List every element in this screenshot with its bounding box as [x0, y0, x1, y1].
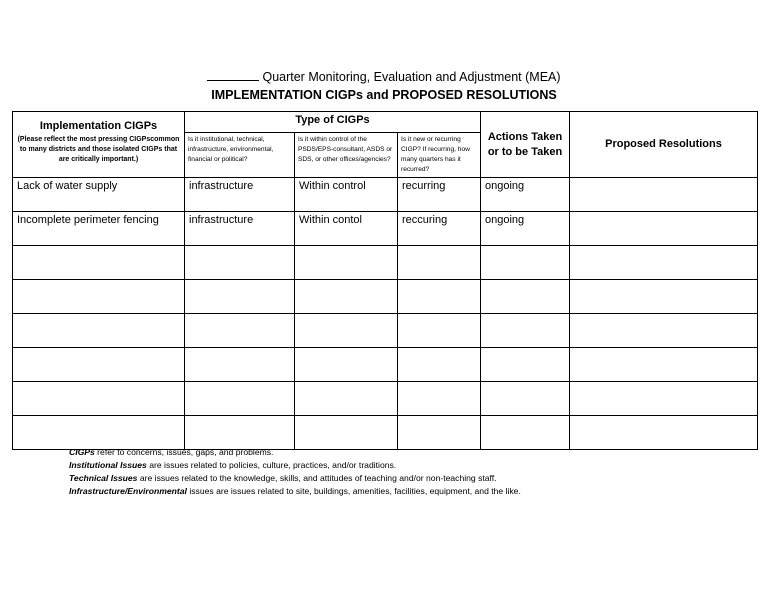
proposed-resolution-cell[interactable]	[570, 212, 758, 246]
actions-taken-cell[interactable]	[481, 314, 570, 348]
type-control-cell[interactable]: Within contol	[295, 212, 398, 246]
header-implementation-label: Implementation CIGPs	[39, 120, 158, 132]
type-control-cell[interactable]	[295, 382, 398, 416]
proposed-resolution-cell[interactable]	[570, 314, 758, 348]
type-recurrence-cell[interactable]: reccuring	[398, 212, 481, 246]
type-category-cell[interactable]: infrastructure	[185, 212, 295, 246]
proposed-resolution-cell[interactable]	[570, 348, 758, 382]
proposed-resolution-cell[interactable]	[570, 178, 758, 212]
header-implementation-cigps	[13, 112, 185, 178]
type-recurrence-cell[interactable]	[398, 348, 481, 382]
type-recurrence-cell[interactable]: recurring	[398, 178, 481, 212]
type-recurrence-cell[interactable]	[398, 416, 481, 450]
form-title	[0, 69, 768, 84]
actions-taken-cell[interactable]	[481, 382, 570, 416]
type-question-recurrence: Is it new or recurring CIGP? If recurring, how many quarters has it recurred?	[398, 133, 481, 178]
type-category-cell[interactable]	[185, 416, 295, 450]
header-type-of-cigps: Type of CIGPs	[185, 112, 481, 133]
footnotes	[69, 446, 521, 498]
footnote-line	[69, 472, 521, 485]
footnote-line	[69, 446, 521, 459]
implementation-cigp-cell[interactable]	[13, 382, 185, 416]
actions-taken-cell[interactable]: ongoing	[481, 212, 570, 246]
header-actions-taken: Actions Taken or to be Taken	[481, 112, 570, 178]
type-recurrence-cell[interactable]	[398, 246, 481, 280]
type-question-control: Is it within control of the PSDS/EPS-consultant, ASDS or SDS, or other offices/agencies?	[295, 133, 398, 178]
actions-taken-cell[interactable]	[481, 280, 570, 314]
implementation-cigp-cell[interactable]	[13, 314, 185, 348]
table-row	[13, 416, 758, 450]
type-control-cell[interactable]	[295, 416, 398, 450]
table-row	[13, 246, 758, 280]
actions-taken-cell[interactable]	[481, 348, 570, 382]
table-row	[13, 178, 758, 212]
type-control-cell[interactable]	[295, 246, 398, 280]
footnote-line	[69, 459, 521, 472]
type-category-cell[interactable]	[185, 246, 295, 280]
quarter-blank-line	[207, 69, 259, 81]
cigp-table	[12, 111, 758, 450]
type-category-cell[interactable]	[185, 280, 295, 314]
type-question-category: Is it institutional, technical, infrastructure, environmental, financial or political?	[185, 133, 295, 178]
header-implementation-note: (Please reflect the most pressing CIGPscommon to many districts and those isolated CIGPs that are critically important.)	[17, 136, 180, 163]
type-category-cell[interactable]	[185, 382, 295, 416]
type-category-cell[interactable]: infrastructure	[185, 178, 295, 212]
proposed-resolution-cell[interactable]	[570, 416, 758, 450]
type-recurrence-cell[interactable]	[398, 280, 481, 314]
actions-taken-cell[interactable]	[481, 246, 570, 280]
implementation-cigp-cell[interactable]	[13, 416, 185, 450]
type-control-cell[interactable]: Within control	[295, 178, 398, 212]
footnote-term: Institutional Issues	[69, 460, 147, 470]
proposed-resolution-cell[interactable]	[570, 246, 758, 280]
type-control-cell[interactable]	[295, 314, 398, 348]
footnote-term: Technical Issues	[69, 473, 138, 483]
type-category-cell[interactable]	[185, 348, 295, 382]
table-row	[13, 382, 758, 416]
footnote-text: refer to concerns, issues, gaps, and problems.	[94, 447, 274, 457]
implementation-cigp-cell[interactable]	[13, 280, 185, 314]
header-proposed-resolutions: Proposed Resolutions	[570, 112, 758, 178]
type-control-cell[interactable]	[295, 348, 398, 382]
type-category-cell[interactable]	[185, 314, 295, 348]
implementation-cigp-cell[interactable]: Incomplete perimeter fencing	[13, 212, 185, 246]
actions-taken-cell[interactable]	[481, 416, 570, 450]
table-body	[13, 178, 758, 450]
form-title-text: Quarter Monitoring, Evaluation and Adjustment (MEA)	[262, 70, 561, 84]
proposed-resolution-cell[interactable]	[570, 382, 758, 416]
type-recurrence-cell[interactable]	[398, 314, 481, 348]
footnote-text: are issues related to policies, culture, practices, and/or traditions.	[146, 460, 397, 470]
footnote-text: are issues related to the knowledge, skills, and attitudes of teaching and/or non-teaching staff.	[137, 473, 497, 483]
implementation-cigp-cell[interactable]	[13, 348, 185, 382]
implementation-cigp-cell[interactable]: Lack of water supply	[13, 178, 185, 212]
table-row	[13, 348, 758, 382]
form-subtitle: IMPLEMENTATION CIGPs and PROPOSED RESOLUTIONS	[211, 88, 557, 102]
table-row	[13, 280, 758, 314]
footnote-term: Infrastructure/Environmental	[69, 486, 187, 496]
footnote-term: CIGPs	[69, 447, 95, 457]
type-control-cell[interactable]	[295, 280, 398, 314]
footnote-text: issues are issues related to site, buildings, amenities, facilities, equipment, and the like.	[186, 486, 521, 496]
type-recurrence-cell[interactable]	[398, 382, 481, 416]
implementation-cigp-cell[interactable]	[13, 246, 185, 280]
table-row	[13, 212, 758, 246]
footnote-line	[69, 485, 521, 498]
actions-taken-cell[interactable]: ongoing	[481, 178, 570, 212]
table-row	[13, 314, 758, 348]
proposed-resolution-cell[interactable]	[570, 280, 758, 314]
